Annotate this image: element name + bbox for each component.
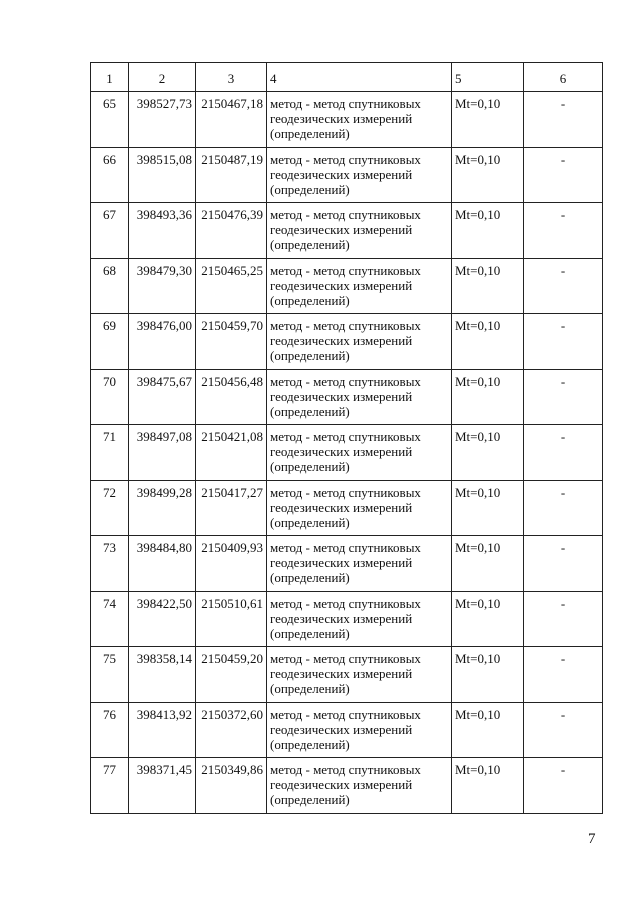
coord-x: 398499,28 [129,480,196,536]
coord-y: 2150409,93 [196,536,267,592]
table-row [91,702,603,758]
method-text: метод - метод спутниковых геодезических измерений (определений) [267,536,452,592]
coord-y: 2150510,61 [196,591,267,647]
table-row [91,480,603,536]
point-number: 66 [91,147,129,203]
coord-y: 2150467,18 [196,92,267,148]
method-text: метод - метод спутниковых геодезических измерений (определений) [267,92,452,148]
point-number: 70 [91,369,129,425]
note-dash: - [524,480,603,536]
header-cell-3: 3 [196,63,267,92]
point-number: 72 [91,480,129,536]
coord-x: 398476,00 [129,314,196,370]
table-row [91,203,603,259]
page-number: 7 [588,831,596,847]
method-text: метод - метод спутниковых геодезических измерений (определений) [267,147,452,203]
table-row [91,425,603,481]
header-cell-5: 5 [452,63,524,92]
table-header-row [91,63,603,92]
method-text: метод - метод спутниковых геодезических измерений (определений) [267,480,452,536]
note-dash: - [524,314,603,370]
accuracy-value: Mt=0,10 [452,314,524,370]
coord-y: 2150476,39 [196,203,267,259]
note-dash: - [524,647,603,703]
coord-x: 398484,80 [129,536,196,592]
accuracy-value: Mt=0,10 [452,369,524,425]
table-row [91,258,603,314]
coordinates-table [90,62,603,814]
header-cell-4: 4 [267,63,452,92]
table-row [91,314,603,370]
accuracy-value: Mt=0,10 [452,425,524,481]
note-dash: - [524,147,603,203]
coord-x: 398413,92 [129,702,196,758]
coord-x: 398479,30 [129,258,196,314]
accuracy-value: Mt=0,10 [452,702,524,758]
point-number: 76 [91,702,129,758]
method-text: метод - метод спутниковых геодезических измерений (определений) [267,203,452,259]
accuracy-value: Mt=0,10 [452,147,524,203]
table-row [91,369,603,425]
table-row [91,591,603,647]
coord-x: 398475,67 [129,369,196,425]
note-dash: - [524,258,603,314]
note-dash: - [524,425,603,481]
note-dash: - [524,369,603,425]
table-body [91,92,603,814]
header-cell-1: 1 [91,63,129,92]
coord-x: 398527,73 [129,92,196,148]
method-text: метод - метод спутниковых геодезических измерений (определений) [267,702,452,758]
method-text: метод - метод спутниковых геодезических измерений (определений) [267,647,452,703]
coord-y: 2150459,20 [196,647,267,703]
accuracy-value: Mt=0,10 [452,647,524,703]
coord-y: 2150372,60 [196,702,267,758]
coord-x: 398497,08 [129,425,196,481]
accuracy-value: Mt=0,10 [452,92,524,148]
coord-y: 2150459,70 [196,314,267,370]
table-row [91,92,603,148]
coord-y: 2150421,08 [196,425,267,481]
header-cell-2: 2 [129,63,196,92]
coord-x: 398422,50 [129,591,196,647]
accuracy-value: Mt=0,10 [452,536,524,592]
table-row [91,536,603,592]
coord-y: 2150456,48 [196,369,267,425]
method-text: метод - метод спутниковых геодезических измерений (определений) [267,425,452,481]
point-number: 65 [91,92,129,148]
coord-x: 398515,08 [129,147,196,203]
coord-y: 2150417,27 [196,480,267,536]
accuracy-value: Mt=0,10 [452,203,524,259]
point-number: 77 [91,758,129,814]
accuracy-value: Mt=0,10 [452,258,524,314]
method-text: метод - метод спутниковых геодезических измерений (определений) [267,758,452,814]
method-text: метод - метод спутниковых геодезических измерений (определений) [267,369,452,425]
method-text: метод - метод спутниковых геодезических измерений (определений) [267,591,452,647]
point-number: 68 [91,258,129,314]
accuracy-value: Mt=0,10 [452,758,524,814]
coord-x: 398358,14 [129,647,196,703]
table-row [91,647,603,703]
note-dash: - [524,92,603,148]
coord-y: 2150349,86 [196,758,267,814]
note-dash: - [524,203,603,259]
note-dash: - [524,536,603,592]
accuracy-value: Mt=0,10 [452,591,524,647]
coord-x: 398493,36 [129,203,196,259]
note-dash: - [524,591,603,647]
coord-x: 398371,45 [129,758,196,814]
table-row [91,147,603,203]
header-cell-6: 6 [524,63,603,92]
point-number: 67 [91,203,129,259]
accuracy-value: Mt=0,10 [452,480,524,536]
note-dash: - [524,758,603,814]
method-text: метод - метод спутниковых геодезических измерений (определений) [267,258,452,314]
point-number: 73 [91,536,129,592]
point-number: 69 [91,314,129,370]
note-dash: - [524,702,603,758]
point-number: 74 [91,591,129,647]
coord-y: 2150465,25 [196,258,267,314]
point-number: 75 [91,647,129,703]
coord-y: 2150487,19 [196,147,267,203]
point-number: 71 [91,425,129,481]
table-row [91,758,603,814]
method-text: метод - метод спутниковых геодезических измерений (определений) [267,314,452,370]
